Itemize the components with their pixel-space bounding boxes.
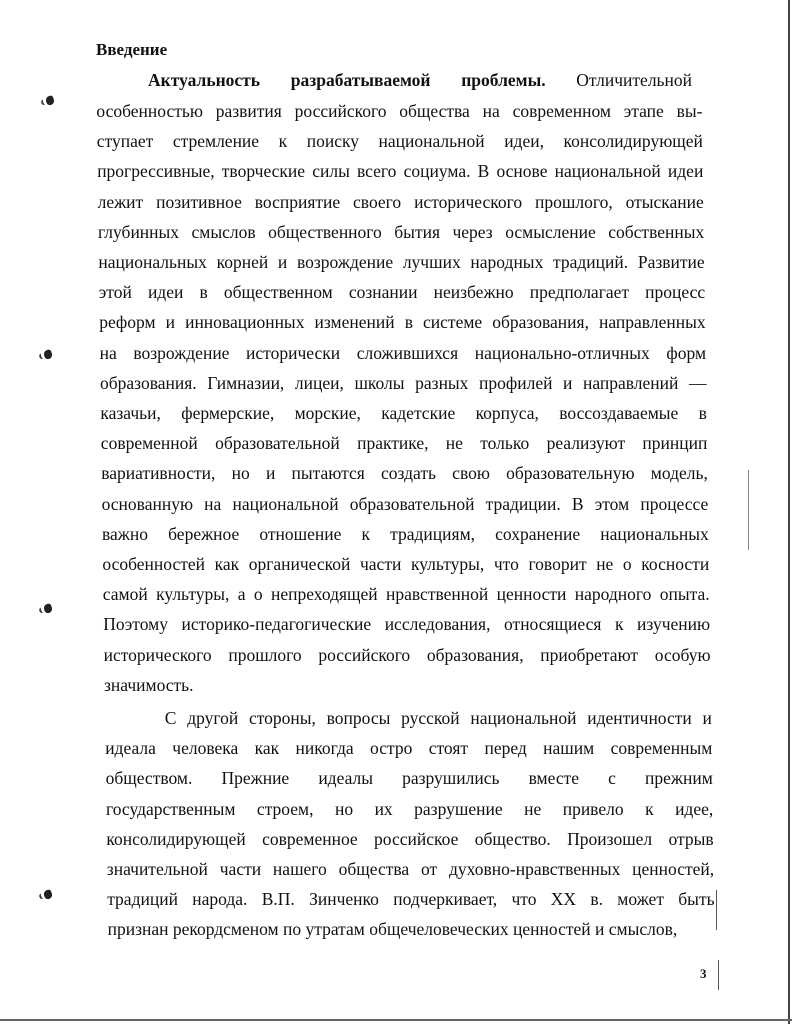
section-heading: Введение (96, 40, 168, 59)
text-line: этой идеи в общественном сознании неизбежно предполагает процесс (98, 282, 706, 303)
text-line: современной образовательной практике, не только реализуют принцип (100, 433, 708, 454)
lead-bold-word: разрабатываемой (290, 70, 431, 90)
scan-edge (788, 0, 790, 1024)
lead-text: Отличительной (576, 70, 693, 90)
text-line: государственным строем, но их разрушение не привело к идее, (106, 798, 714, 819)
text-line: глубинных смыслов общественного бытия через осмысление собственных (98, 221, 705, 242)
text-line: традиций народа. В.П. Зинченко подчеркивает, что XX в. может быть (107, 889, 715, 910)
text-line: реформ и инновационных изменений в системе образования, направленных (99, 312, 706, 333)
text-line: национальных корней и возрождение лучших народных традиций. Развитие (98, 252, 705, 272)
lead-bold-word: Актуальность (148, 70, 261, 90)
text-line: значительной части нашего общества от духовно-нравственных ценностей, (106, 859, 715, 879)
punch-hole-mark (45, 95, 56, 106)
paragraph-lead-line (148, 69, 692, 91)
text-line: значимость. (104, 674, 194, 695)
scan-speck (716, 890, 717, 930)
text-line: прогрессивные, творческие силы всего социума. В основе национальной идеи (97, 161, 704, 182)
text-line: консолидирующей современное российское общество. Произошел отрыв (106, 828, 714, 849)
punch-hole-mark (43, 349, 54, 360)
text-line: лежит позитивное восприятие своего исторического прошлого, отыскание (97, 191, 704, 212)
text-line: идеала человека как никогда остро стоят перед нашим современным (105, 738, 713, 759)
text-line: вариативности, но и пытаются создать свою образовательную модель, (101, 463, 708, 484)
text-line: особенностью развития российского общества на современном этапе вы- (96, 101, 703, 121)
text-line: образования. Гимназии, лицеи, школы разных профилей и направлений — (100, 372, 707, 393)
text-line: обществом. Прежние идеалы разрушились вместе с прежним (105, 768, 713, 789)
lead-bold-word: проблемы. (461, 70, 546, 90)
text-line: Поэтому историко-педагогические исследования, относящиеся к изучению (103, 614, 711, 635)
text-line: важно бережное отношение к традициям, сохранение национальных (102, 523, 709, 544)
text-line: С другой стороны, вопросы русской национальной идентичности и (164, 708, 712, 728)
text-line: казачьи, фермерские, морские, кадетские корпуса, воссоздаваемые в (100, 403, 707, 423)
scan-speck (748, 470, 749, 550)
text-line: особенностей как органической части культуры, что говорит не о косности (102, 554, 710, 574)
scan-speck (718, 960, 719, 990)
punch-hole-mark (43, 603, 54, 614)
page-number: 3 (700, 966, 707, 981)
punch-hole-mark (43, 889, 54, 900)
text-line: признан рекордсменом по утратам общечеловеческих ценностей и смыслов, (107, 919, 678, 940)
text-line: исторического прошлого российского образования, приобретают особую (103, 644, 711, 665)
scan-bottom-edge (0, 1019, 792, 1021)
text-line: самой культуры, а о непреходящей нравственной ценности народного опыта. (102, 584, 710, 605)
text-line: основанную на национальной образовательной традиции. В этом процессе (101, 493, 709, 514)
text-line: ступает стремление к поиску национальной идеи, консолидирующей (96, 131, 703, 152)
text-line: на возрождение исторически сложившихся национально-отличных форм (99, 342, 707, 363)
